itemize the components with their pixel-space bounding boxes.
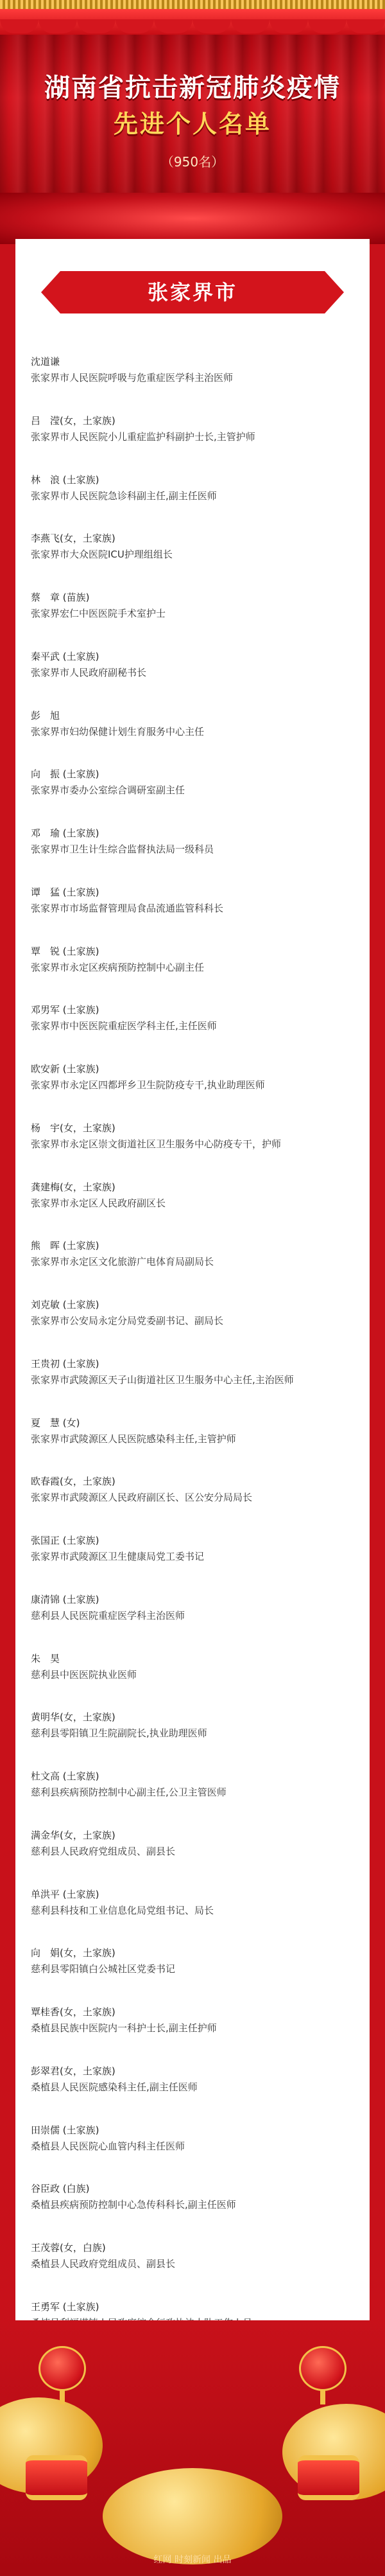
honoree-name: 李燕飞(女，土家族) [31,533,116,545]
honoree-position: 张家界市人民医院小儿重症监护科副护士长,主管护师 [31,430,255,443]
list-item [31,1296,354,1355]
city-heading: 张家界市 [147,280,237,304]
honoree-name: 单洪平 (土家族) [31,1888,99,1900]
list-item [31,2122,354,2181]
honoree-name: 彭 旭 [31,709,60,721]
honoree-position: 张家界市公安局永定分局党委副书记、副局长 [31,1315,224,1327]
list-item [31,1237,354,1296]
list-item [31,1827,354,1886]
list-item [31,472,354,531]
honoree-position: 慈利县疾病预防控制中心副主任,公卫主管医师 [31,1786,227,1798]
honoree-name: 王贵初 (土家族) [31,1357,99,1370]
honoree-position: 张家界市市场监督管理局食品流通监管科科长 [31,902,224,914]
honoree-name: 谷臣政 (白族) [31,2183,90,2195]
list-item [31,1473,354,1532]
city-ribbon [60,271,325,313]
list-item [31,1650,354,1709]
list-item [31,943,354,1002]
list-item [31,1415,354,1474]
list-item [31,2004,354,2063]
honoree-name: 张国正 (土家族) [31,1535,99,1546]
honoree-position: 张家界市人民医院呼吸与危重症医学科主治医师 [31,372,234,384]
ribbon-tail-right [325,271,344,313]
honoree-name: 向 娟(女，土家族) [31,1947,116,1959]
list-item [31,1709,354,1768]
honoree-position: 张家界市永定区文化旅游广电体育局副局长 [31,1256,214,1268]
list-item [31,1945,354,2004]
honoree-name: 黄明华(女，土家族) [31,1711,116,1724]
honoree-position: 张家界市永定区人民政府副区长 [31,1197,166,1209]
name-list-panel [15,239,370,2320]
honoree-position: 张家界市永定区崇文街道社区卫生服务中心防疫专干，护师 [31,1138,282,1150]
honoree-name: 朱 昊 [31,1652,60,1664]
honoree-name: 熊 晖 (土家族) [31,1240,99,1252]
honoree-position: 张家界市永定区四都坪乡卫生院防疫专干,执业助理医师 [31,1079,265,1091]
drum-icon [298,2455,359,2500]
list-item [31,766,354,825]
honoree-name: 吕 滢(女，土家族) [31,414,116,427]
list-item [31,1001,354,1061]
honoree-name: 欧安新 (土家族) [31,1063,99,1075]
honoree-position: 慈利县零阳镇白公城社区党委书记 [31,1963,176,1975]
auspicious-cloud [103,2468,282,2564]
drum-icon [26,2455,87,2500]
honoree-name: 邓男军 (土家族) [31,1004,99,1016]
honoree-name: 向 振 (土家族) [31,768,99,781]
honoree-position: 张家界市人民医院急诊科副主任,副主任医师 [31,490,217,502]
list-item [31,2180,354,2239]
honoree-name: 田崇儒 (土家族) [31,2124,99,2136]
honoree-position: 慈利县人民政府党组成员、副县长 [31,1845,176,1857]
honoree-position: 桑植县人民医院心血管内科主任医师 [31,2140,185,2152]
honoree-position: 桑植县人民政府党组成员、副县长 [31,2258,176,2270]
honoree-name: 覃桂香(女，土家族) [31,2006,116,2018]
list-item [31,412,354,472]
list-item [31,1886,354,1945]
honoree-name: 夏 慧 (女) [31,1416,80,1429]
lantern-icon [38,2346,86,2391]
list-item [31,530,354,589]
stage-glow [0,193,385,244]
footer-credit: 红网 时刻新闻 出品 [153,2555,232,2565]
ribbon-tail-left [41,271,60,313]
honoree-position: 桑植县疾病预防控制中心急传科科长,副主任医师 [31,2199,236,2211]
honoree-position: 慈利县人民医院重症医学科主治医师 [31,1609,185,1621]
list-item [31,707,354,766]
list-item [31,589,354,648]
list-item [31,2063,354,2122]
honoree-name: 沈道谦 [31,356,60,367]
honoree-name: 刘克敏 (土家族) [31,1299,99,1310]
honoree-count: （950名） [160,154,225,170]
honoree-name: 康清锦 (土家族) [31,1593,99,1605]
honoree-position: 慈利县零阳镇卫生院副院长,执业助理医师 [31,1727,207,1740]
page-title: 湖南省抗击新冠肺炎疫情 [44,73,341,103]
honoree-position: 张家界宏仁中医医院手术室护士 [31,608,166,619]
honoree-position: 张家界市武陵源区人民政府副区长、区公安分局局长 [31,1492,253,1504]
header-banner [0,0,385,244]
list-item [31,2239,354,2298]
list-item [31,1179,354,1238]
honoree-name: 王茂蓉(女，白族) [31,2242,106,2254]
honoree-position: 张家界市永定区疾病预防控制中心副主任 [31,961,205,973]
list-item [31,884,354,943]
honoree-position: 张家界市人民政府副秘书长 [31,666,147,678]
honoree-name: 秦平武 (土家族) [31,650,99,662]
list-item [31,353,354,412]
honoree-position: 张家界市武陵源区卫生健康局党工委书记 [31,1551,205,1562]
honoree-name: 彭翠君(女，土家族) [31,2065,116,2077]
honoree-name: 龚建梅(女，土家族) [31,1181,116,1193]
honoree-name: 林 浪 (土家族) [31,473,99,486]
honoree-name: 杜文高 (土家族) [31,1770,99,1782]
list-item [31,1591,354,1650]
honoree-position: 桑植县人民医院感染科主任,副主任医师 [31,2081,198,2093]
honoree-position: 张家界市中医医院重症医学科主任,主任医师 [31,1020,217,1032]
list-item [31,1120,354,1179]
honoree-position: 张家界市武陵源区天子山街道社区卫生服务中心主任,主治医师 [31,1373,294,1386]
honoree-list [31,353,354,2416]
honoree-position: 张家界市委办公室综合调研室副主任 [31,784,185,797]
honoree-name: 蔡 章 (苗族) [31,592,90,603]
honoree-name: 王勇军 (土家族) [31,2300,99,2313]
page-subtitle: 先进个人名单 [113,110,271,138]
honoree-position: 慈利县科技和工业信息化局党组书记、局长 [31,1904,214,1916]
honoree-name: 满金华(女，土家族) [31,1829,116,1841]
list-item [31,1355,354,1415]
honoree-name: 邓 瑜 (土家族) [31,827,99,839]
curtain-fringe [0,0,385,9]
honoree-position: 桑植县民族中医院内一科护士长,副主任护师 [31,2022,217,2034]
honoree-position: 张家界市武陵源区人民医院感染科主任,主管护师 [31,1433,236,1445]
list-item [31,648,354,707]
honoree-name: 杨 宇(女，土家族) [31,1122,116,1134]
honoree-position: 张家界市妇幼保健计划生育服务中心主任 [31,725,205,737]
honoree-name: 谭 猛 (土家族) [31,886,99,898]
list-item [31,1532,354,1591]
list-item [31,825,354,884]
list-item [31,1768,354,1827]
footer-decoration [0,2320,385,2576]
honoree-position: 慈利县中医医院执业医师 [31,1668,137,1681]
honoree-name: 覃 锐 (土家族) [31,945,99,957]
honoree-position: 张家界市大众医院ICU护理组组长 [31,549,173,561]
lantern-icon [299,2346,346,2391]
list-item [31,1061,354,1120]
honoree-name: 欧春霞(女，土家族) [31,1476,116,1488]
honoree-position: 张家界市卫生计生综合监督执法局一级科员 [31,843,214,855]
